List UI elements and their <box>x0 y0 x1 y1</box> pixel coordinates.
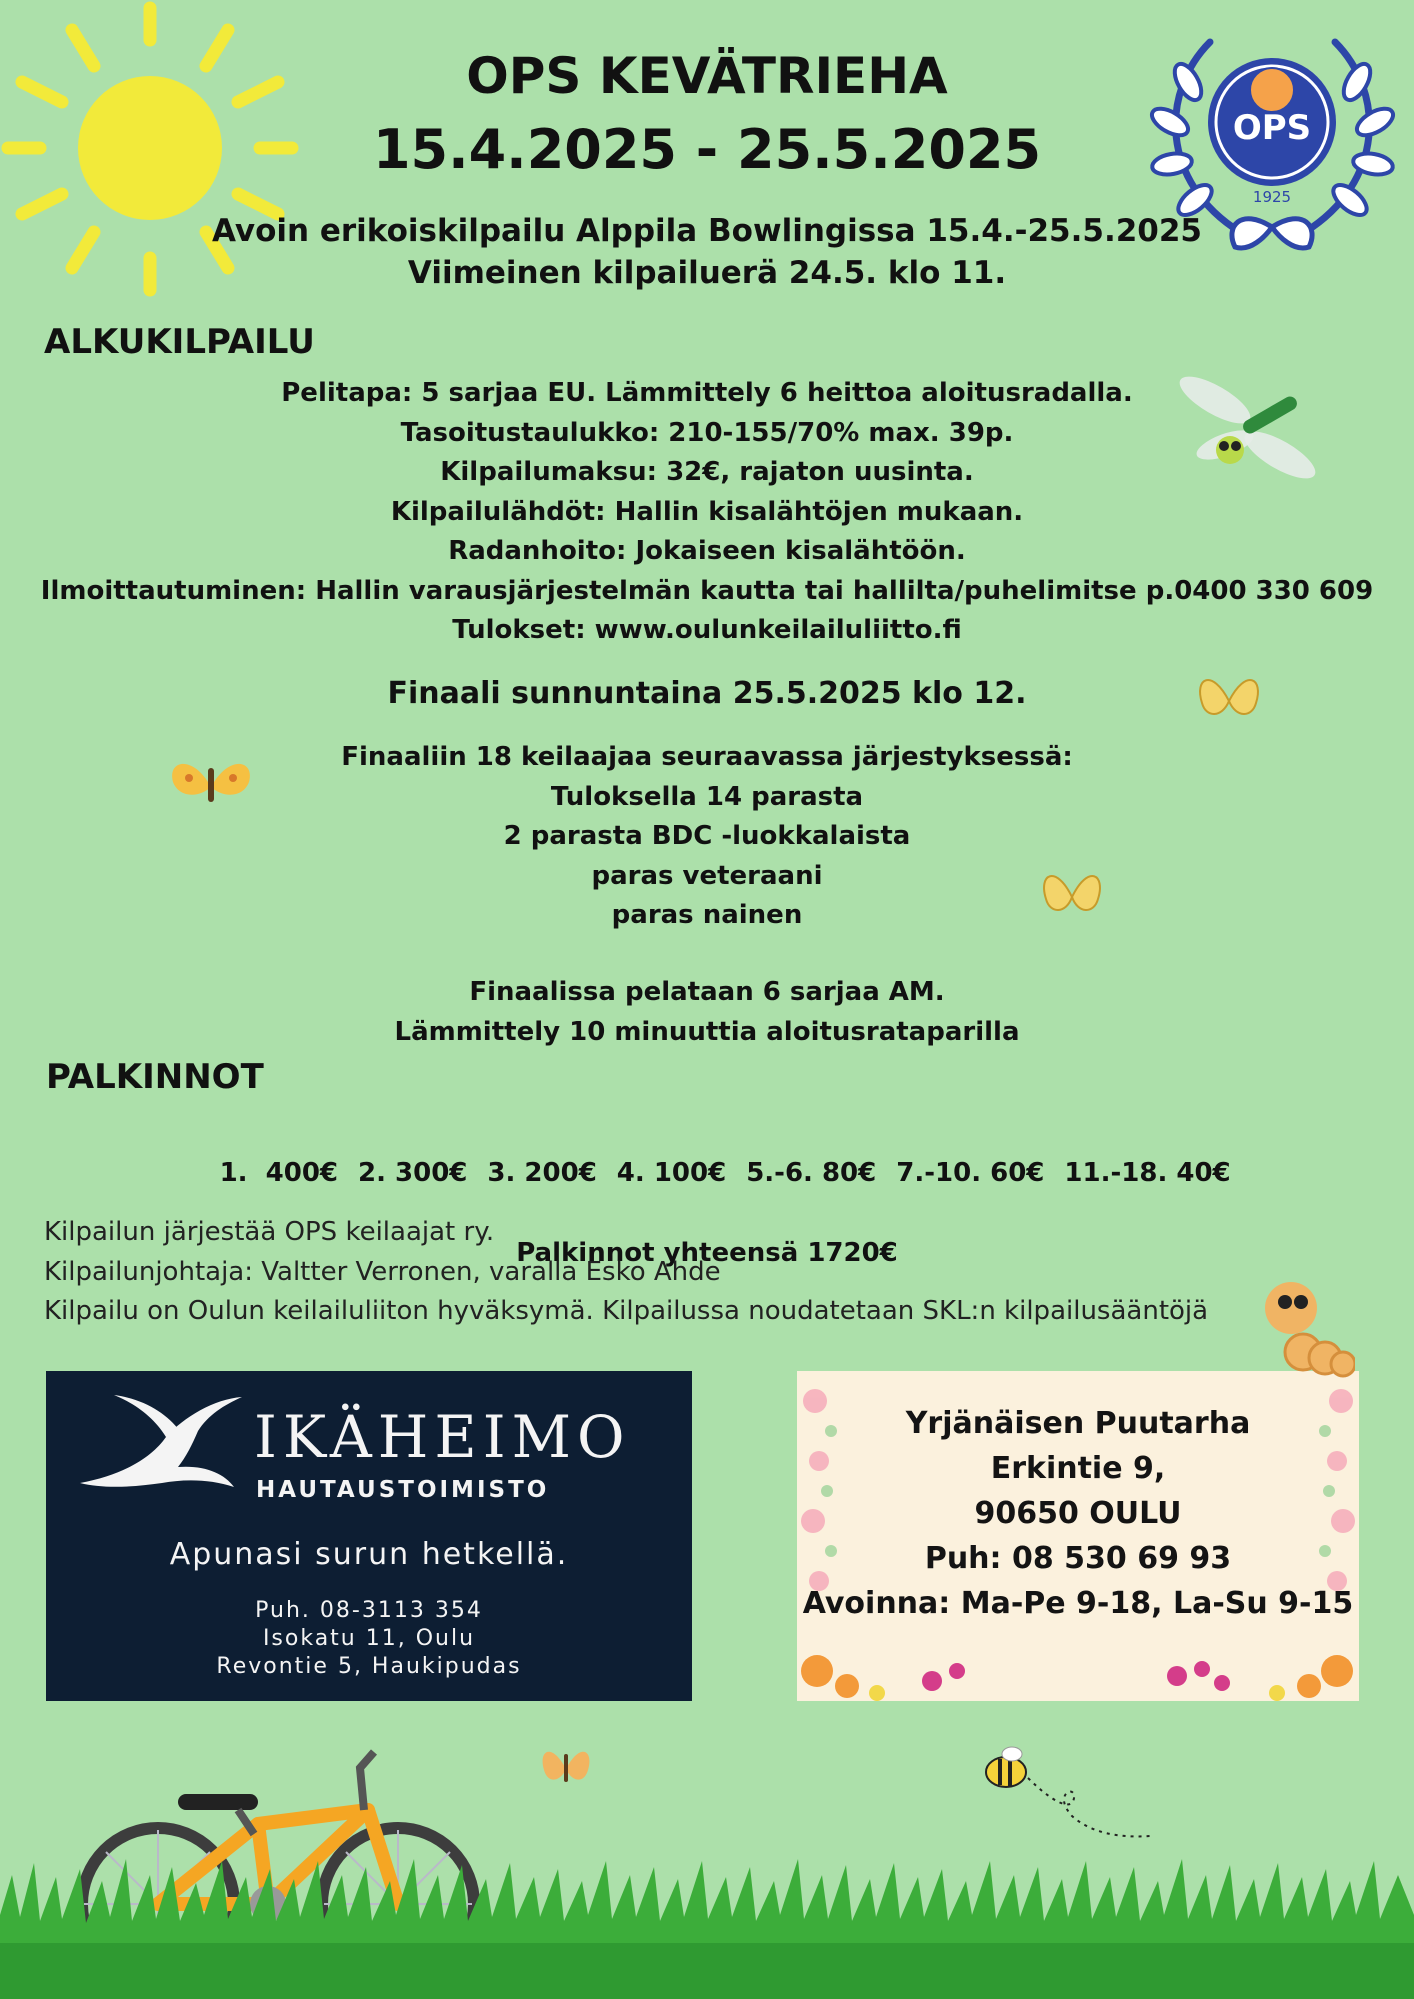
prize-item: 2. 300€ <box>358 1158 468 1188</box>
organizer-line: Kilpailunjohtaja: Valtter Verronen, varalla Esko Ahde <box>44 1256 721 1287</box>
bee-icon <box>982 1742 1152 1850</box>
palkinnot-heading: PALKINNOT <box>46 1057 264 1097</box>
prize-item: 11.-18. 40€ <box>1064 1158 1231 1188</box>
prize-item: 7.-10. 60€ <box>896 1158 1045 1188</box>
butterfly-icon <box>536 1742 596 1796</box>
finaali-format-line: Lämmittely 10 minuuttia aloitusrataparilla <box>394 1016 1020 1047</box>
finaali-line: Tuloksella 14 parasta <box>550 781 864 812</box>
title-dates: 15.4.2025 - 25.5.2025 <box>372 118 1042 181</box>
ad-ikaheimo <box>46 1371 692 1701</box>
ad-line: Erkintie 9, <box>990 1451 1166 1486</box>
subtitle <box>0 210 1414 294</box>
detail-line: Kilpailulähdöt: Hallin kisalähtöjen mukaan. <box>390 496 1024 527</box>
grass-decoration <box>0 1855 1414 1999</box>
ad-contacts <box>46 1597 692 1681</box>
alkukilpailu-heading: ALKUKILPAILU <box>44 322 315 362</box>
prize-total: Palkinnot yhteensä 1720€ <box>516 1238 898 1268</box>
ad-text <box>797 1401 1359 1626</box>
butterfly-icon <box>1036 864 1108 930</box>
logo-text: OPS <box>1232 108 1312 148</box>
prize-item: 1. 400€ <box>219 1158 339 1188</box>
butterfly-icon <box>1192 668 1266 734</box>
organizer-info <box>44 1213 1208 1332</box>
ad-line: Yrjänäisen Puutarha <box>905 1406 1251 1441</box>
subtitle-line-2: Viimeinen kilpailuerä 24.5. klo 11. <box>407 255 1007 291</box>
dragonfly-icon <box>1170 370 1330 485</box>
swallow-icon <box>74 1387 244 1497</box>
detail-line: Ilmoittautuminen: Hallin varausjärjestelmän kautta tai hallilta/puhelimitse p.0400 330 609 <box>40 575 1374 606</box>
finaali-line: paras veteraani <box>591 860 823 891</box>
detail-line: Kilpailumaksu: 32€, rajaton uusinta. <box>440 457 974 487</box>
ad-yrjanainen <box>797 1371 1359 1701</box>
detail-line: Tasoitustaulukko: 210-155/70% max. 39p. <box>400 417 1014 448</box>
ad-contact-line: Isokatu 11, Oulu <box>262 1626 476 1651</box>
organizer-line: Kilpailun järjestää OPS keilaajat ry. <box>44 1217 495 1247</box>
organizer-line: Kilpailu on Oulun keilailuliiton hyväksymä. Kilpailussa noudatetaan SKL:n kilpailusääntöjä <box>44 1296 1209 1326</box>
prize-item: 4. 100€ <box>616 1158 727 1188</box>
finaali-line: paras nainen <box>611 900 803 930</box>
finaali-format-line: Finaalissa pelataan 6 sarjaa AM. <box>469 977 945 1007</box>
butterfly-icon <box>163 754 259 820</box>
ad-contact-line: Revontie 5, Haukipudas <box>216 1654 522 1679</box>
finaali-line: Finaaliin 18 keilaajaa seuraavassa järjestyksessä: <box>341 742 1073 772</box>
ad-brand: IKÄHEIMO <box>254 1403 631 1471</box>
prize-item: 5.-6. 80€ <box>746 1158 877 1188</box>
finaali-format <box>0 973 1414 1052</box>
ad-brand-sub: HAUTAUSTOIMISTO <box>256 1477 550 1503</box>
detail-line: Tulokset: www.oulunkeilailuliitto.fi <box>452 615 962 645</box>
ad-line: 90650 OULU <box>974 1496 1182 1531</box>
subtitle-line-1: Avoin erikoiskilpailu Alppila Bowlingissa 15.4.-25.5.2025 <box>211 213 1203 249</box>
detail-line: Radanhoito: Jokaiseen kisalähtöön. <box>448 536 966 566</box>
detail-line: Pelitapa: 5 sarjaa EU. Lämmittely 6 heittoa aloitusradalla. <box>281 378 1133 408</box>
finaali-day: Finaali sunnuntaina 25.5.2025 klo 12. <box>387 676 1027 711</box>
ad-line: Avoinna: Ma-Pe 9-18, La-Su 9-15 <box>802 1586 1354 1621</box>
caterpillar-icon <box>1255 1268 1355 1384</box>
title-text: OPS KEVÄTRIEHA <box>466 47 948 105</box>
ad-line: Puh: 08 530 69 93 <box>924 1541 1232 1576</box>
ad-slogan: Apunasi surun hetkellä. <box>169 1537 569 1572</box>
finaali-line: 2 parasta BDC -luokkalaista <box>503 821 911 851</box>
logo-year: 1925 <box>1252 188 1292 206</box>
page-title <box>0 40 1414 188</box>
ad-contact-line: Puh. 08-3113 354 <box>255 1598 483 1623</box>
prize-item: 3. 200€ <box>487 1158 597 1188</box>
